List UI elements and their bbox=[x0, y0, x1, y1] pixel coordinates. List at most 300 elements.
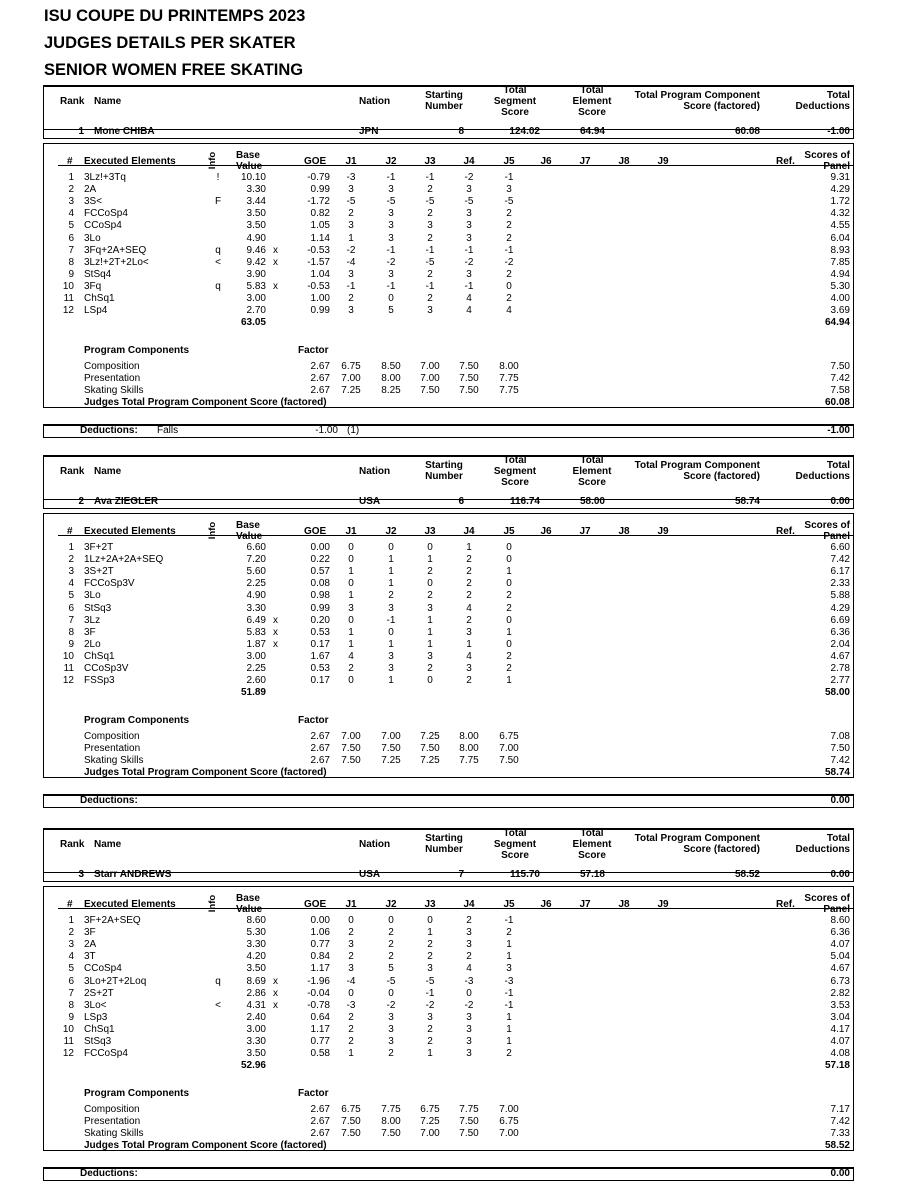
element-info: < bbox=[215, 256, 221, 268]
element-judge-score: 1 bbox=[427, 638, 433, 650]
element-judge-score: 1 bbox=[506, 1011, 512, 1023]
element-judge-score: -1 bbox=[504, 244, 514, 256]
number-label: Number bbox=[425, 471, 463, 482]
deductions-line-bottom bbox=[43, 807, 854, 808]
element-base-value: 3.00 bbox=[246, 1023, 266, 1035]
deductions-line bbox=[43, 1167, 854, 1169]
element-goe: 0.98 bbox=[310, 590, 330, 602]
element-judge-score: 2 bbox=[388, 590, 394, 602]
report-title: JUDGES DETAILS PER SKATER bbox=[44, 34, 296, 52]
element-judge-score: 1 bbox=[506, 951, 512, 963]
element-goe: -0.53 bbox=[307, 244, 330, 256]
element-goe: 0.17 bbox=[310, 675, 330, 687]
base-header-1: Base bbox=[236, 150, 260, 161]
element-judge-score: 2 bbox=[506, 293, 512, 304]
tss-label-3: Score bbox=[501, 477, 529, 488]
nation-value: JPN bbox=[359, 126, 379, 137]
tes-total: 64.94 bbox=[824, 317, 850, 329]
element-code: 3Lz bbox=[84, 614, 101, 626]
element-number: 9 bbox=[68, 1011, 74, 1023]
tpcs-label-1: Total Program Component bbox=[634, 460, 760, 471]
judge-header-j4: J4 bbox=[463, 526, 475, 537]
component-judge-score: 7.25 bbox=[420, 731, 440, 742]
element-base-value: 2.40 bbox=[246, 1011, 266, 1023]
element-judge-score: 4 bbox=[466, 650, 472, 662]
rank-label: Rank bbox=[60, 96, 85, 107]
element-base-value: 3.50 bbox=[246, 208, 266, 220]
element-number: 3 bbox=[68, 196, 74, 208]
component-panel-score: 7.50 bbox=[830, 743, 850, 754]
component-judge-score: 6.75 bbox=[341, 1104, 361, 1115]
component-judge-score: 7.50 bbox=[420, 743, 440, 754]
tes-total: 58.00 bbox=[824, 687, 850, 699]
component-panel-score: 7.58 bbox=[830, 385, 850, 396]
element-judge-score: -1 bbox=[504, 999, 514, 1011]
sop-header-2: Panel bbox=[823, 904, 850, 915]
element-panel-score: 4.08 bbox=[830, 1048, 850, 1060]
element-judge-score: 3 bbox=[348, 184, 354, 196]
element-goe: 0.58 bbox=[310, 1048, 330, 1060]
element-judge-score: 4 bbox=[348, 650, 354, 662]
component-factor: 2.67 bbox=[310, 1104, 330, 1115]
info-header: Info bbox=[207, 894, 219, 913]
element-number: 6 bbox=[68, 975, 74, 987]
element-judge-score: 3 bbox=[427, 305, 433, 317]
element-code: FSSp3 bbox=[84, 675, 115, 687]
deductions-label: Deductions: bbox=[80, 1168, 138, 1179]
element-base-value: 8.69 bbox=[246, 975, 266, 987]
element-judge-score: -1 bbox=[425, 987, 435, 999]
element-judge-score: 0 bbox=[388, 987, 394, 999]
element-panel-score: 2.04 bbox=[830, 638, 850, 650]
element-base-value: 5.83 bbox=[246, 626, 266, 638]
element-judge-score: 1 bbox=[427, 614, 433, 626]
element-code: ChSq1 bbox=[84, 293, 115, 304]
element-judge-score: 2 bbox=[506, 590, 512, 602]
component-judge-score: 7.00 bbox=[420, 361, 440, 372]
base-header-1: Base bbox=[236, 520, 260, 531]
component-judge-score: 7.50 bbox=[459, 1116, 479, 1127]
element-judge-score: 1 bbox=[348, 1048, 354, 1060]
pcs-value: 58.74 bbox=[734, 496, 760, 507]
element-judge-score: 2 bbox=[466, 590, 472, 602]
element-code: 3Lz!+2T+2Lo< bbox=[84, 256, 149, 268]
judge-header-j1: J1 bbox=[345, 526, 357, 537]
element-judge-score: 0 bbox=[466, 987, 472, 999]
element-judge-score: 2 bbox=[427, 268, 433, 280]
element-judge-score: 3 bbox=[466, 184, 472, 196]
element-judge-score: 2 bbox=[348, 293, 354, 304]
goe-header: GOE bbox=[304, 156, 327, 167]
element-judge-score: 2 bbox=[506, 650, 512, 662]
element-code: 3F bbox=[84, 927, 96, 939]
element-judge-score: 3 bbox=[427, 602, 433, 614]
element-judge-score: 1 bbox=[506, 566, 512, 578]
element-base-value: 4.31 bbox=[246, 999, 266, 1011]
element-judge-score: 3 bbox=[506, 184, 512, 196]
element-judge-score: 1 bbox=[388, 675, 394, 687]
element-judge-score: 3 bbox=[466, 220, 472, 232]
base-value-total: 63.05 bbox=[240, 317, 266, 329]
element-judge-score: -1 bbox=[386, 244, 396, 256]
element-judge-score: -1 bbox=[464, 280, 474, 292]
ref-header: Ref. bbox=[776, 526, 795, 537]
element-number: 9 bbox=[68, 268, 74, 280]
skater-name: Ava ZIEGLER bbox=[94, 496, 159, 507]
element-panel-score: 7.85 bbox=[830, 256, 850, 268]
element-judge-score: 3 bbox=[427, 220, 433, 232]
judge-header-j6: J6 bbox=[540, 156, 552, 167]
judge-header-j2: J2 bbox=[385, 526, 397, 537]
name-label: Name bbox=[94, 96, 122, 107]
element-judge-score: 2 bbox=[348, 1023, 354, 1035]
deductions-total: 0.00 bbox=[830, 795, 850, 806]
element-info: q bbox=[215, 975, 221, 987]
element-base-value: 2.25 bbox=[246, 578, 266, 590]
element-goe: 0.99 bbox=[310, 305, 330, 317]
tes-value: 64.94 bbox=[579, 126, 605, 137]
element-bonus-mark: x bbox=[273, 280, 278, 292]
element-code: ChSq1 bbox=[84, 650, 115, 662]
element-code: 1Lz+2A+2A+SEQ bbox=[84, 554, 164, 566]
element-judge-score: 2 bbox=[466, 675, 472, 687]
element-code: 3Lo bbox=[84, 232, 101, 244]
element-judge-score: 2 bbox=[466, 554, 472, 566]
element-judge-score: -1 bbox=[386, 172, 396, 183]
element-judge-score: 1 bbox=[466, 542, 472, 553]
component-factor: 2.67 bbox=[310, 1116, 330, 1127]
tes-label-1: Total bbox=[580, 85, 604, 96]
element-judge-score: 3 bbox=[388, 232, 394, 244]
component-judge-score: 7.50 bbox=[499, 755, 519, 766]
rank-value: 1 bbox=[78, 126, 84, 137]
element-info: q bbox=[215, 244, 221, 256]
element-base-value: 5.60 bbox=[246, 566, 266, 578]
component-judge-score: 8.00 bbox=[459, 731, 479, 742]
element-panel-score: 4.32 bbox=[830, 208, 850, 220]
tes-value: 58.00 bbox=[579, 496, 605, 507]
tss-label-1: Total bbox=[503, 85, 527, 96]
element-goe: 0.99 bbox=[310, 184, 330, 196]
element-code: 3Lz!+3Tq bbox=[84, 172, 126, 183]
component-factor: 2.67 bbox=[310, 373, 330, 384]
executed-header: Executed Elements bbox=[84, 156, 176, 167]
element-panel-score: 4.00 bbox=[830, 293, 850, 304]
element-code: 2S+2T bbox=[84, 987, 114, 999]
ded-label-1: Total bbox=[826, 460, 850, 471]
element-judge-score: 1 bbox=[427, 554, 433, 566]
judge-header-j7: J7 bbox=[579, 899, 591, 910]
element-panel-score: 7.42 bbox=[830, 554, 850, 566]
element-number: 5 bbox=[68, 590, 74, 602]
element-number: 10 bbox=[62, 1023, 74, 1035]
judge-header-j8: J8 bbox=[618, 526, 630, 537]
tss-value: 115.70 bbox=[509, 869, 540, 880]
element-goe: 0.77 bbox=[310, 1036, 330, 1047]
element-info: q bbox=[215, 280, 221, 292]
element-code: ChSq1 bbox=[84, 1023, 115, 1035]
element-judge-score: 3 bbox=[466, 663, 472, 674]
element-base-value: 3.50 bbox=[246, 963, 266, 975]
element-judge-score: -3 bbox=[504, 975, 514, 987]
component-name: Composition bbox=[84, 731, 140, 742]
base-header-2: Value bbox=[236, 904, 263, 915]
element-panel-score: 4.67 bbox=[830, 650, 850, 662]
component-judge-score: 7.00 bbox=[341, 731, 361, 742]
judge-header-j3: J3 bbox=[424, 526, 436, 537]
element-judge-score: -1 bbox=[425, 280, 435, 292]
judge-header-j9: J9 bbox=[657, 526, 669, 537]
element-base-value: 9.42 bbox=[246, 256, 266, 268]
element-judge-score: -1 bbox=[504, 987, 514, 999]
judges-total-value: 58.52 bbox=[824, 1140, 850, 1151]
tpcs-label-1: Total Program Component bbox=[634, 90, 760, 101]
element-goe: 0.53 bbox=[310, 663, 330, 674]
element-number: 6 bbox=[68, 602, 74, 614]
judges-total-label: Judges Total Program Component Score (factored) bbox=[84, 1140, 327, 1151]
component-judge-score: 7.50 bbox=[341, 743, 361, 754]
element-judge-score: 3 bbox=[348, 305, 354, 317]
element-number: 8 bbox=[68, 999, 74, 1011]
element-judge-score: 3 bbox=[348, 602, 354, 614]
element-code: 2Lo bbox=[84, 638, 101, 650]
element-judge-score: 2 bbox=[506, 663, 512, 674]
element-judge-score: 2 bbox=[506, 1048, 512, 1060]
element-judge-score: 0 bbox=[506, 554, 512, 566]
pc-header: Program Components bbox=[84, 715, 190, 726]
rank-value: 3 bbox=[78, 869, 84, 880]
judge-header-j1: J1 bbox=[345, 899, 357, 910]
element-judge-score: 3 bbox=[348, 939, 354, 951]
tss-label-3: Score bbox=[501, 107, 529, 118]
element-number: 8 bbox=[68, 256, 74, 268]
element-panel-score: 4.17 bbox=[830, 1023, 850, 1035]
nation-value: USA bbox=[359, 869, 381, 880]
element-judge-score: 1 bbox=[506, 1023, 512, 1035]
element-base-value: 3.50 bbox=[246, 1048, 266, 1060]
element-judge-score: 3 bbox=[348, 268, 354, 280]
element-judge-score: 1 bbox=[506, 626, 512, 638]
element-judge-score: -3 bbox=[346, 172, 356, 183]
element-base-value: 2.86 bbox=[246, 987, 266, 999]
element-code: CCoSp4 bbox=[84, 220, 122, 232]
component-panel-score: 7.33 bbox=[830, 1128, 850, 1139]
goe-header: GOE bbox=[304, 899, 327, 910]
element-judge-score: 2 bbox=[466, 915, 472, 926]
element-judge-score: 3 bbox=[427, 650, 433, 662]
element-judge-score: 0 bbox=[348, 542, 354, 553]
element-panel-score: 9.31 bbox=[830, 172, 850, 183]
element-judge-score: 3 bbox=[388, 602, 394, 614]
element-info: < bbox=[215, 999, 221, 1011]
element-judge-score: 0 bbox=[388, 293, 394, 304]
element-judge-score: -3 bbox=[464, 975, 474, 987]
element-code: CCoSp3V bbox=[84, 663, 129, 674]
tes-label-3: Score bbox=[578, 850, 606, 861]
starting-label: Starting bbox=[425, 460, 463, 471]
element-judge-score: -5 bbox=[425, 975, 435, 987]
element-judge-score: 3 bbox=[466, 1048, 472, 1060]
element-bonus-mark: x bbox=[273, 614, 278, 626]
element-judge-score: -1 bbox=[425, 172, 435, 183]
component-judge-score: 7.00 bbox=[420, 1128, 440, 1139]
component-judge-score: 7.25 bbox=[381, 755, 401, 766]
element-judge-score: 4 bbox=[466, 602, 472, 614]
element-goe: 1.14 bbox=[310, 232, 330, 244]
ded-right-edge bbox=[853, 424, 854, 437]
element-goe: -0.79 bbox=[307, 172, 330, 183]
element-info: F bbox=[214, 196, 222, 208]
element-base-value: 6.49 bbox=[246, 614, 266, 626]
element-base-value: 6.60 bbox=[246, 542, 266, 553]
element-number: 12 bbox=[62, 305, 74, 317]
ded-label-2: Deductions bbox=[795, 101, 850, 112]
element-judge-score: 2 bbox=[506, 268, 512, 280]
element-base-value: 5.30 bbox=[246, 927, 266, 939]
element-goe: -0.78 bbox=[307, 999, 330, 1011]
element-judge-score: 3 bbox=[388, 1011, 394, 1023]
element-judge-score: 2 bbox=[427, 951, 433, 963]
element-judge-score: 0 bbox=[506, 578, 512, 590]
element-judge-score: 0 bbox=[348, 614, 354, 626]
element-judge-score: 2 bbox=[388, 951, 394, 963]
element-judge-score: -2 bbox=[386, 256, 396, 268]
component-name: Skating Skills bbox=[84, 385, 144, 396]
element-judge-score: 2 bbox=[427, 939, 433, 951]
element-judge-score: 1 bbox=[388, 566, 394, 578]
start-number: 8 bbox=[458, 126, 464, 137]
element-goe: 1.06 bbox=[310, 927, 330, 939]
judge-header-j5: J5 bbox=[503, 899, 515, 910]
element-judge-score: 2 bbox=[427, 1036, 433, 1047]
judge-header-j6: J6 bbox=[540, 899, 552, 910]
num-header: # bbox=[67, 156, 73, 167]
element-goe: 0.17 bbox=[310, 638, 330, 650]
element-judge-score: 2 bbox=[427, 663, 433, 674]
component-judge-score: 8.00 bbox=[381, 373, 401, 384]
element-panel-score: 1.72 bbox=[830, 196, 850, 208]
element-code: LSp3 bbox=[84, 1011, 108, 1023]
element-judge-score: -4 bbox=[346, 975, 356, 987]
component-judge-score: 7.75 bbox=[499, 373, 519, 384]
element-panel-score: 2.78 bbox=[830, 663, 850, 674]
element-judge-score: 1 bbox=[427, 626, 433, 638]
element-judge-score: 2 bbox=[506, 220, 512, 232]
deductions-label: Deductions: bbox=[80, 425, 138, 436]
element-judge-score: 1 bbox=[427, 1048, 433, 1060]
element-judge-score: 1 bbox=[427, 927, 433, 939]
element-judge-score: 0 bbox=[348, 987, 354, 999]
component-judge-score: 7.75 bbox=[381, 1104, 401, 1115]
element-judge-score: 2 bbox=[466, 951, 472, 963]
element-goe: 0.84 bbox=[310, 951, 330, 963]
num-header: # bbox=[67, 899, 73, 910]
tes-label-2: Element bbox=[572, 839, 612, 850]
element-bonus-mark: x bbox=[273, 975, 278, 987]
element-goe: 0.99 bbox=[310, 602, 330, 614]
ded-label-2: Deductions bbox=[795, 844, 850, 855]
deductions-line-bottom bbox=[43, 1180, 854, 1181]
tss-value: 116.74 bbox=[509, 496, 540, 507]
ded-label-1: Total bbox=[826, 90, 850, 101]
component-judge-score: 8.00 bbox=[499, 361, 519, 372]
element-code: 3Lo bbox=[84, 590, 101, 602]
judge-header-j3: J3 bbox=[424, 899, 436, 910]
element-goe: 1.05 bbox=[310, 220, 330, 232]
element-goe: 0.00 bbox=[310, 915, 330, 926]
element-judge-score: 3 bbox=[348, 220, 354, 232]
element-number: 5 bbox=[68, 220, 74, 232]
component-judge-score: 7.25 bbox=[341, 385, 361, 396]
element-panel-score: 6.36 bbox=[830, 927, 850, 939]
elements-frame bbox=[43, 143, 854, 408]
ded-left-edge bbox=[43, 794, 44, 807]
element-judge-score: 0 bbox=[427, 542, 433, 553]
sop-header-2: Panel bbox=[823, 531, 850, 542]
deductions-line bbox=[43, 794, 854, 796]
element-number: 2 bbox=[68, 184, 74, 196]
nation-label: Nation bbox=[359, 839, 391, 850]
number-label: Number bbox=[425, 101, 463, 112]
element-goe: 0.64 bbox=[310, 1011, 330, 1023]
component-panel-score: 7.50 bbox=[830, 361, 850, 372]
segment-title: SENIOR WOMEN FREE SKATING bbox=[44, 61, 304, 79]
element-judge-score: -1 bbox=[504, 172, 514, 183]
element-number: 10 bbox=[62, 280, 74, 292]
element-judge-score: 1 bbox=[348, 566, 354, 578]
ded-label-2: Deductions bbox=[795, 471, 850, 482]
element-judge-score: -1 bbox=[346, 280, 356, 292]
element-panel-score: 6.60 bbox=[830, 542, 850, 553]
judges-total-label: Judges Total Program Component Score (factored) bbox=[84, 397, 327, 408]
ded-total-value: 0.00 bbox=[830, 496, 850, 507]
element-goe: -0.04 bbox=[307, 987, 330, 999]
element-goe: 0.22 bbox=[310, 554, 330, 566]
element-judge-score: -1 bbox=[425, 244, 435, 256]
start-number: 7 bbox=[458, 869, 464, 880]
element-goe: 0.08 bbox=[310, 578, 330, 590]
element-judge-score: 0 bbox=[348, 578, 354, 590]
element-number: 12 bbox=[62, 675, 74, 687]
component-judge-score: 8.00 bbox=[459, 743, 479, 754]
element-judge-score: 2 bbox=[427, 232, 433, 244]
element-judge-score: 3 bbox=[466, 626, 472, 638]
element-panel-score: 3.53 bbox=[830, 999, 850, 1011]
element-number: 12 bbox=[62, 1048, 74, 1060]
starting-label: Starting bbox=[425, 90, 463, 101]
goe-header: GOE bbox=[304, 526, 327, 537]
base-value-total: 52.96 bbox=[240, 1060, 266, 1072]
element-base-value: 7.20 bbox=[246, 554, 266, 566]
element-judge-score: 2 bbox=[466, 578, 472, 590]
component-judge-score: 6.75 bbox=[420, 1104, 440, 1115]
element-judge-score: 0 bbox=[388, 542, 394, 553]
num-header: # bbox=[67, 526, 73, 537]
element-number: 1 bbox=[68, 542, 74, 553]
element-judge-score: 2 bbox=[427, 566, 433, 578]
tss-label-2: Segment bbox=[493, 839, 537, 850]
element-judge-score: 2 bbox=[388, 927, 394, 939]
base-header-2: Value bbox=[236, 531, 263, 542]
deduction-count: (1) bbox=[347, 425, 360, 436]
element-number: 1 bbox=[68, 172, 74, 183]
element-judge-score: -5 bbox=[346, 196, 356, 208]
element-base-value: 3.30 bbox=[246, 1036, 266, 1047]
element-judge-score: 3 bbox=[427, 1011, 433, 1023]
element-judge-score: -2 bbox=[346, 244, 356, 256]
element-code: 3Fq bbox=[84, 280, 102, 292]
element-panel-score: 4.67 bbox=[830, 963, 850, 975]
